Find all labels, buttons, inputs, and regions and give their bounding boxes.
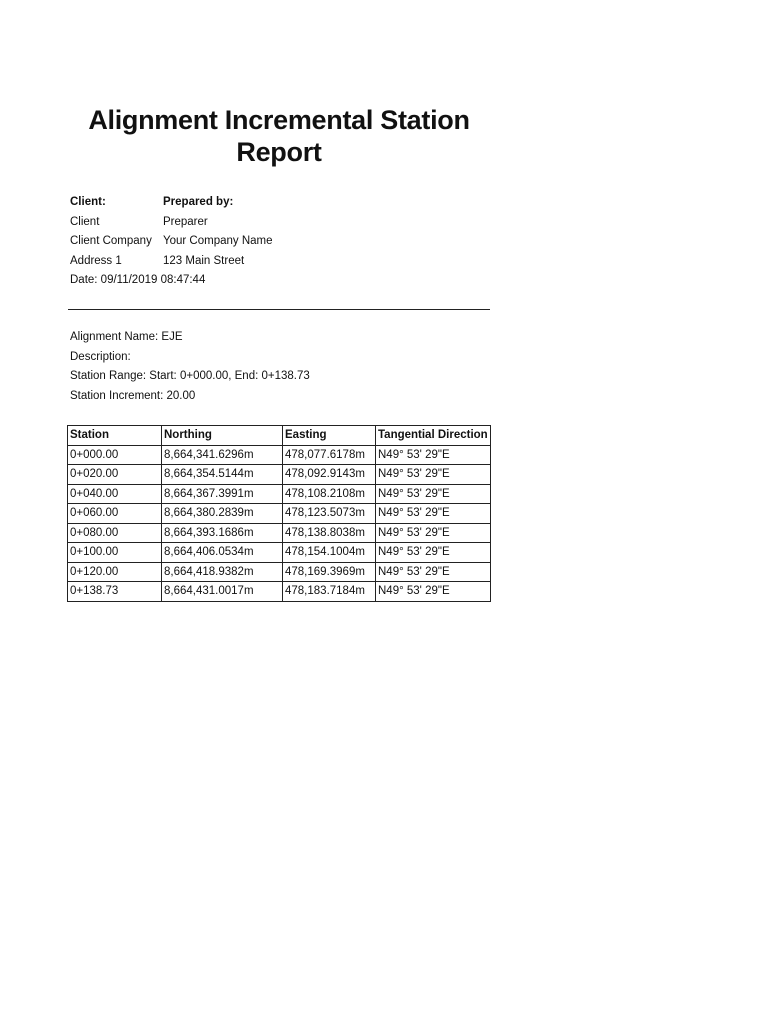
station-cell: 0+000.00: [68, 445, 162, 465]
table-row: [68, 484, 491, 504]
station-cell: 0+020.00: [68, 465, 162, 485]
client-company: Client Company: [70, 235, 152, 248]
table-row: [68, 543, 491, 563]
northing-cell: 8,664,431.0017m: [162, 582, 283, 602]
meta-name-row: [70, 213, 273, 233]
client-name: Client: [70, 215, 100, 228]
direction-cell: N49° 53' 29"E: [376, 582, 491, 602]
report-title-line1: Alignment Incremental Station: [88, 105, 470, 135]
meta-company-row: [70, 232, 273, 252]
northing-cell: 8,664,418.9382m: [162, 562, 283, 582]
station-range: Station Range: Start: 0+000.00, End: 0+138.73: [70, 370, 310, 383]
table-row: [68, 445, 491, 465]
prepared-by-header: Prepared by:: [163, 196, 234, 208]
report-date: Date: 09/11/2019 08:47:44: [70, 274, 206, 287]
alignment-description: Description:: [70, 350, 131, 363]
northing-cell: 8,664,406.0534m: [162, 543, 283, 563]
table-header-row: [68, 426, 491, 446]
easting-cell: 478,138.8038m: [283, 523, 376, 543]
meta-address-row: [70, 252, 273, 272]
direction-cell: N49° 53' 29"E: [376, 465, 491, 485]
direction-cell: N49° 53' 29"E: [376, 445, 491, 465]
easting-cell: 478,092.9143m: [283, 465, 376, 485]
client-preparer-block: [70, 193, 273, 291]
station-cell: 0+060.00: [68, 504, 162, 524]
column-header-tangential-direction: Tangential Direction: [376, 426, 491, 446]
column-header-easting: Easting: [283, 426, 376, 446]
easting-cell: 478,108.2108m: [283, 484, 376, 504]
table-row: [68, 523, 491, 543]
station-cell: 0+120.00: [68, 562, 162, 582]
direction-cell: N49° 53' 29"E: [376, 562, 491, 582]
direction-cell: N49° 53' 29"E: [376, 543, 491, 563]
station-increment: Station Increment: 20.00: [70, 390, 196, 403]
meta-header-row: [70, 193, 273, 213]
table-row: [68, 465, 491, 485]
easting-cell: 478,183.7184m: [283, 582, 376, 602]
station-cell: 0+080.00: [68, 523, 162, 543]
preparer-company: Your Company Name: [163, 235, 273, 248]
column-header-northing: Northing: [162, 426, 283, 446]
easting-cell: 478,123.5073m: [283, 504, 376, 524]
table-row: [68, 582, 491, 602]
station-cell: 0+040.00: [68, 484, 162, 504]
station-cell: 0+138.73: [68, 582, 162, 602]
northing-cell: 8,664,367.3991m: [162, 484, 283, 504]
meta-date-row: [70, 271, 273, 291]
northing-cell: 8,664,393.1686m: [162, 523, 283, 543]
report-title: [68, 104, 490, 168]
easting-cell: 478,154.1004m: [283, 543, 376, 563]
northing-cell: 8,664,380.2839m: [162, 504, 283, 524]
section-divider: [68, 309, 490, 310]
easting-cell: 478,077.6178m: [283, 445, 376, 465]
northing-cell: 8,664,354.5144m: [162, 465, 283, 485]
table-row: [68, 562, 491, 582]
client-address: Address 1: [70, 254, 122, 267]
alignment-name: Alignment Name: EJE: [70, 331, 183, 343]
direction-cell: N49° 53' 29"E: [376, 484, 491, 504]
table-row: [68, 504, 491, 524]
easting-cell: 478,169.3969m: [283, 562, 376, 582]
direction-cell: N49° 53' 29"E: [376, 504, 491, 524]
station-cell: 0+100.00: [68, 543, 162, 563]
preparer-address: 123 Main Street: [163, 254, 245, 267]
direction-cell: N49° 53' 29"E: [376, 523, 491, 543]
alignment-info-block: [70, 328, 310, 407]
column-header-station: Station: [68, 426, 162, 446]
report-title-line2: Report: [236, 137, 322, 167]
preparer-name: Preparer: [163, 215, 208, 228]
northing-cell: 8,664,341.6296m: [162, 445, 283, 465]
client-header: Client:: [70, 196, 106, 208]
station-table: [67, 425, 491, 602]
